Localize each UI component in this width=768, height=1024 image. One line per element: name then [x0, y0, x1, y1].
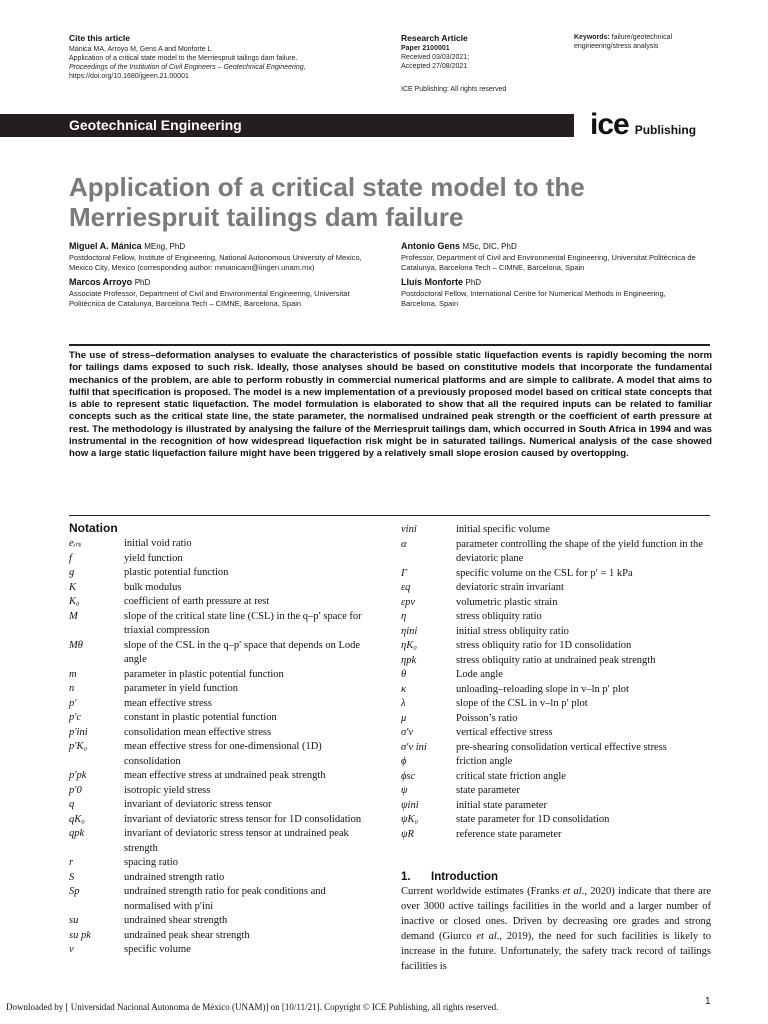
author-affiliation: Professor, Department of Civil and Environmental Engineering, Universitat Politècnica de Catalunya, Barcelona Tech – CIMNE, Barcelona, Spain — [401, 253, 696, 272]
notation-description: initial stress obliquity ratio — [456, 625, 569, 637]
notation-symbol: n — [69, 683, 75, 694]
author-block — [69, 240, 379, 273]
logo-text: Publishing — [634, 123, 697, 137]
notation-row — [69, 856, 369, 871]
notation-description: undrained peak shear strength — [124, 929, 250, 941]
introduction-paragraph: Current worldwide estimates (Franks et al., 2020) indicate that there are over 3000 active tailings facilities in the world and a larger number of inactive or closed ones. Driven by decreasing ore grades and strong demand (Giurco et al., 2019), the need for such facilities is likely to increase in the future. Unfortunately, the safety track record of tailings facilities is — [401, 886, 712, 972]
notation-description: initial state parameter — [456, 799, 547, 811]
notation-row — [401, 770, 721, 785]
section-number: 1. — [401, 871, 411, 883]
notation-symbol: K₀ — [69, 596, 80, 607]
notation-description: Lode angle — [456, 669, 503, 680]
notation-row — [69, 798, 369, 813]
notation-symbol: r — [69, 857, 74, 868]
notation-row — [69, 914, 369, 929]
cite-block — [69, 33, 389, 81]
notation-symbol: μ — [401, 712, 407, 724]
author-affiliation: Postdoctoral Fellow, International Centre for Numerical Methods in Engineering, Barcelona, Spain — [401, 289, 666, 308]
logo-mark: ice — [590, 108, 629, 141]
notation-symbol: ηpk — [401, 654, 417, 666]
notation-symbol: su pk — [69, 929, 91, 941]
notation-row — [69, 610, 369, 639]
notation-description: invariant of deviatoric stress tensor — [124, 799, 272, 810]
notation-symbol: S — [69, 871, 75, 883]
authors-right-column — [401, 240, 701, 312]
notation-description: initial void ratio — [124, 538, 192, 549]
notation-heading: Notation — [69, 521, 118, 535]
notation-symbol: qK₀ — [69, 813, 85, 825]
author-block — [69, 276, 379, 309]
notation-description: yield function — [124, 552, 183, 564]
keywords-label: Keywords: — [574, 34, 610, 41]
notation-symbol: Mθ — [69, 639, 83, 651]
notation-description: state parameter for 1D consolidation — [456, 814, 610, 825]
notation-row — [69, 871, 369, 886]
notation-symbol: ψK₀ — [401, 814, 419, 825]
notation-symbol: p′ — [69, 697, 77, 709]
notation-symbol: ψR — [401, 828, 414, 840]
notation-description: invariant of deviatoric stress tensor at undrained peak strength — [124, 828, 349, 854]
notation-row — [69, 740, 369, 769]
notation-row — [69, 537, 369, 552]
download-footer: Downloaded by [ Universidad Nacional Autonoma de México (UNAM)] on [10/11/21]. Copyright © ICE Publishing, all rights reserved. — [6, 1002, 499, 1012]
notation-row — [401, 625, 721, 640]
notation-symbol: p′K₀ — [69, 741, 88, 752]
notation-symbol: κ — [401, 683, 407, 695]
notation-row — [69, 566, 369, 581]
notation-row — [69, 682, 369, 697]
notation-description: stress obliquity ratio — [456, 611, 542, 622]
notation-row — [69, 711, 369, 726]
notation-row — [69, 813, 369, 828]
notation-description: specific volume on the CSL for p′ = 1 kPa — [456, 567, 633, 579]
notation-symbol: Γ — [401, 567, 407, 579]
notation-row — [69, 769, 369, 784]
accepted-date: Accepted 27/08/2021 — [401, 63, 468, 70]
notation-description: slope of the critical state line (CSL) in the q–p′ space for triaxial compression — [124, 610, 362, 636]
notation-row — [69, 595, 369, 610]
notation-symbol: m — [69, 668, 77, 680]
introduction-heading — [401, 869, 498, 885]
notation-description: coefficient of earth pressure at rest — [124, 596, 270, 607]
author-name: Lluís Monforte PhD — [401, 277, 482, 287]
notation-row — [69, 639, 369, 668]
section-title: Introduction — [431, 871, 499, 883]
notation-symbol: θ — [401, 669, 407, 680]
notation-description: volumetric plastic strain — [456, 596, 558, 608]
paper-number: Paper 2100001 — [401, 45, 450, 52]
received-date: Received 03/03/2021; — [401, 54, 470, 61]
notation-description: stress obliquity ratio for 1D consolidation — [456, 640, 632, 651]
author-name: Antonio Gens MSc, DIC, PhD — [401, 241, 517, 251]
notation-description: parameter controlling the shape of the yield function in the deviatoric plane — [456, 538, 703, 564]
notation-symbol: f — [69, 552, 72, 564]
keywords-value: failure/geotechnical engineering/stress analysis — [574, 34, 673, 50]
notation-description: consolidation mean effective stress — [124, 726, 272, 738]
notation-description: friction angle — [456, 756, 513, 767]
notation-row — [401, 581, 721, 596]
author-affiliation: Postdoctoral Fellow, Institute of Engineering, National Autonomous University of Mexico, Mexico City, Mexico (corresponding author: mmanicam@iingen.unam.mx) — [69, 253, 362, 272]
notation-row — [401, 828, 721, 843]
notation-symbol: q — [69, 799, 75, 810]
notation-description: Poisson’s ratio — [456, 712, 518, 724]
notation-description: pre-shearing consolidation vertical effective stress — [456, 741, 667, 753]
notation-description: spacing ratio — [124, 857, 178, 868]
cite-title: Application of a critical state model to the Merriespruit tailings dam failure. — [69, 55, 298, 62]
notation-description: undrained strength ratio for peak conditions and normalised with p′ini — [124, 886, 326, 912]
notation-row — [401, 784, 721, 799]
notation-description: parameter in yield function — [124, 683, 238, 694]
notation-symbol: eᵢₙᵢ — [69, 538, 82, 549]
notation-row — [401, 683, 721, 698]
notation-description: invariant of deviatoric stress tensor for 1D consolidation — [124, 813, 362, 825]
rights-notice: ICE Publishing: All rights reserved — [401, 86, 507, 93]
notation-description: state parameter — [456, 785, 520, 796]
notation-description: deviatoric strain invariant — [456, 582, 564, 593]
notation-left-list — [69, 537, 369, 958]
notation-row — [69, 668, 369, 683]
notation-description: reference state parameter — [456, 828, 562, 840]
notation-row — [401, 712, 721, 727]
notation-description: undrained strength ratio — [124, 871, 225, 883]
notation-row — [401, 610, 721, 625]
notation-row — [401, 755, 721, 770]
page-number: 1 — [705, 996, 711, 1007]
notation-symbol: p′ini — [69, 726, 88, 738]
notation-row — [401, 639, 721, 654]
notation-row — [69, 885, 369, 914]
notation-symbol: ψ — [401, 785, 408, 796]
notation-symbol: σ′v — [401, 727, 414, 738]
notation-row — [69, 929, 369, 944]
notation-description: isotropic yield stress — [124, 784, 211, 796]
notation-description: initial specific volume — [456, 524, 550, 535]
cite-journal: Proceedings of the Institution of Civil Engineers – Geotechnical Engineering, — [69, 64, 306, 71]
author-block — [401, 240, 701, 273]
notation-row — [69, 827, 369, 856]
notation-symbol: su — [69, 915, 79, 926]
notation-row — [69, 784, 369, 799]
notation-row — [69, 697, 369, 712]
author-block — [401, 276, 701, 309]
notation-symbol: ηini — [401, 625, 418, 637]
notation-row — [69, 552, 369, 567]
notation-row — [401, 697, 721, 712]
notation-row — [401, 567, 721, 582]
ice-publishing-logo — [590, 108, 697, 141]
notation-symbol: η — [401, 611, 407, 622]
notation-description: undrained shear strength — [124, 915, 228, 926]
notation-row — [69, 943, 369, 958]
notation-row — [401, 813, 721, 828]
notation-symbol: ηK₀ — [401, 640, 417, 651]
notation-symbol: εpv — [401, 596, 416, 608]
notation-row — [401, 668, 721, 683]
notation-symbol: σ′v ini — [401, 741, 427, 753]
notation-symbol: p′pk — [69, 770, 87, 781]
abstract: The use of stress–deformation analyses to evaluate the characteristics of possible static liquefaction events is rapidly becoming the norm for tailings dams exposed to such risk. Ideally, those analyses should be based on constitutive models that incorporate the fundamental mechanics of the problem, are able to perform robustly in commercial numerical platforms and are simple to calibrate. A model that aims to fulfil that specification is proposed. The model is a new implementation of a previously proposed model based on critical state concepts that is able to represent static liquefaction. The model formulation is elaborated to show that all the required inputs can be related to familiar concepts such as the critical state line, the state parameter, the normalised undrained peak strength or the coefficient of earth pressure at rest. The methodology is illustrated by analysing the failure of the Merriespruit tailings dam, which occurred in South Africa in 1994 and was instrumental in the recognition of how widespread liquefaction risk might be in saturated tailings. Numerical analysis of the case showed how a large static liquefaction failure might have been triggered by a relatively small slope erosion caused by overtopping. — [69, 350, 712, 460]
notation-symbol: p′0 — [69, 784, 82, 796]
notation-description: plastic potential function — [124, 567, 229, 578]
abstract-bottom-rule — [69, 515, 710, 516]
notation-row — [401, 741, 721, 756]
notation-row — [69, 581, 369, 596]
cite-authors: Mánica MA, Arroyo M, Gens A and Monforte L — [69, 46, 212, 53]
notation-description: specific volume — [124, 944, 191, 955]
notation-symbol: Sp — [69, 886, 80, 897]
author-affiliation: Associate Professor, Department of Civil and Environmental Engineering, Universitat Politècnica de Catalunya, Barcelona Tech – CIMNE, Barcelona, Spain — [69, 289, 350, 308]
notation-description: slope of the CSL in v–ln p′ plot — [456, 698, 588, 709]
notation-description: mean effective stress — [124, 697, 212, 709]
notation-row — [401, 654, 721, 669]
notation-row — [69, 726, 369, 741]
abstract-top-rule — [69, 344, 710, 346]
notation-description: mean effective stress at undrained peak strength — [124, 770, 326, 781]
notation-right-list — [401, 523, 721, 842]
notation-row — [401, 523, 721, 538]
notation-symbol: ϕ — [401, 756, 407, 767]
notation-symbol: ϕsc — [401, 770, 416, 782]
notation-description: bulk modulus — [124, 581, 182, 593]
article-type: Research Article — [401, 33, 468, 43]
cite-doi-link[interactable]: https://doi.org/10.1680/jgeen.21.00001 — [69, 73, 189, 80]
authors-left-column — [69, 240, 379, 312]
notation-symbol: g — [69, 567, 75, 578]
notation-description: parameter in plastic potential function — [124, 668, 284, 680]
article-title: Application of a critical state model to the Merriespruit tailings dam failure — [69, 172, 585, 232]
author-name: Marcos Arroyo PhD — [69, 277, 151, 287]
notation-description: vertical effective stress — [456, 727, 553, 738]
notation-symbol: ψini — [401, 799, 419, 811]
notation-description: critical state friction angle — [456, 770, 566, 782]
notation-symbol: K — [69, 581, 77, 593]
notation-row — [401, 799, 721, 814]
notation-description: slope of the CSL in the q–p′ space that depends on Lode angle — [124, 639, 361, 665]
notation-symbol: M — [69, 610, 78, 622]
notation-symbol: v — [69, 944, 74, 955]
notation-symbol: εq — [401, 582, 411, 593]
notation-symbol: qpk — [69, 828, 85, 839]
article-info — [401, 33, 571, 94]
notation-symbol: α — [401, 538, 407, 550]
journal-name: Geotechnical Engineering — [69, 117, 242, 133]
author-name: Miguel A. Mánica MEng, PhD — [69, 241, 186, 251]
keywords-block — [574, 33, 724, 51]
notation-symbol: p′c — [69, 712, 82, 723]
notation-description: mean effective stress for one-dimensional (1D) consolidation — [124, 741, 322, 767]
notation-symbol: vini — [401, 524, 417, 535]
cite-heading: Cite this article — [69, 33, 130, 43]
notation-description: unloading–reloading slope in v–ln p′ plot — [456, 683, 629, 695]
notation-description: constant in plastic potential function — [124, 712, 277, 723]
notation-row — [401, 596, 721, 611]
notation-row — [401, 538, 721, 567]
notation-description: stress obliquity ratio at undrained peak strength — [456, 654, 656, 666]
notation-symbol: λ — [401, 698, 406, 709]
notation-row — [401, 726, 721, 741]
